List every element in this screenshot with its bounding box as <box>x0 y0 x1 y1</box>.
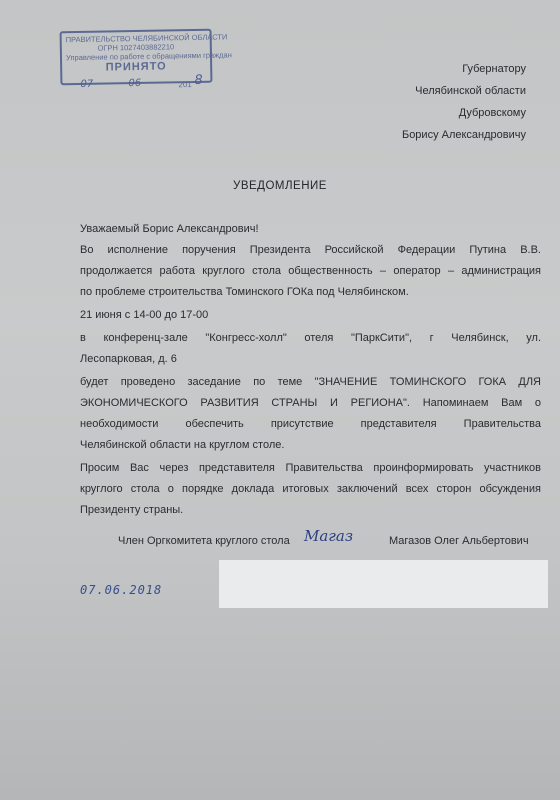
handwritten-date: 07.06.2018 <box>80 583 163 597</box>
received-stamp <box>60 29 232 90</box>
stamp-dept-line: Управление по работе с обращениями граждан <box>65 50 232 63</box>
stamp-year: 201 <box>178 80 192 90</box>
meeting-place: в конференц-зале "Конгресс-холл" отеля "ПаркСити", г Челябинск, ул. <box>80 332 541 344</box>
handwritten-signature: Магаз <box>304 527 354 545</box>
stamp-day: 07 <box>80 78 94 90</box>
addressee-block <box>402 58 526 146</box>
meeting-place-cont: Лесопарковая, д. 6 <box>80 353 177 365</box>
greeting: Уважаемый Борис Александрович! <box>80 223 259 235</box>
redaction-box <box>219 560 548 608</box>
addressee-line: Челябинской области <box>415 85 526 97</box>
body-line: Просим Вас через представителя Правительства проинформировать участников <box>80 462 541 474</box>
addressee-line: Дубровскому <box>458 107 526 119</box>
meeting-time: 21 июня с 14-00 до 17-00 <box>80 309 209 321</box>
body-line: ЭКОНОМИЧЕСКОГО РАЗВИТИЯ СТРАНЫ И РЕГИОНА". Напоминаем Вам о <box>80 397 541 409</box>
body-line: продолжается работа круглого стола общественность – оператор – администрация <box>80 265 541 277</box>
stamp-year-hand: 8 <box>194 72 203 88</box>
body-line: по проблеме строительства Томинского ГОКа под Челябинском. <box>80 286 409 298</box>
document-title: УВЕДОМЛЕНИЕ <box>233 180 327 192</box>
signer-name: Магазов Олег Альбертович <box>389 535 529 547</box>
addressee-line: Губернатору <box>462 63 526 75</box>
body-line: Во исполнение поручения Президента Российской Федерации Путина В.В. <box>80 244 541 256</box>
stamp-accepted: ПРИНЯТО <box>105 60 167 74</box>
document-body <box>80 219 541 521</box>
body-line: круглого стола о порядке доклада итоговых заключений всех сторон обсуждения <box>80 483 541 495</box>
body-line: необходимости обеспечить присутствие представителя Правительства <box>80 418 541 430</box>
signer-role: Член Оргкомитета круглого стола <box>118 535 290 547</box>
stamp-date-row <box>66 72 206 90</box>
body-line: Челябинской области на круглом столе. <box>80 439 285 451</box>
stamp-month: 06 <box>128 77 142 90</box>
body-line: Президенту страны. <box>80 504 184 516</box>
stamp-ogrn-line: ОГРН 1027403882210 <box>97 42 175 53</box>
stamp-org-line: ПРАВИТЕЛЬСТВО ЧЕЛЯБИНСКОЙ ОБЛАСТИ <box>65 32 228 45</box>
addressee-line: Борису Александровичу <box>401 129 526 141</box>
body-line: будет проведено заседание по теме "ЗНАЧЕНИЕ ТОМИНСКОГО ГОКА ДЛЯ <box>80 376 541 388</box>
